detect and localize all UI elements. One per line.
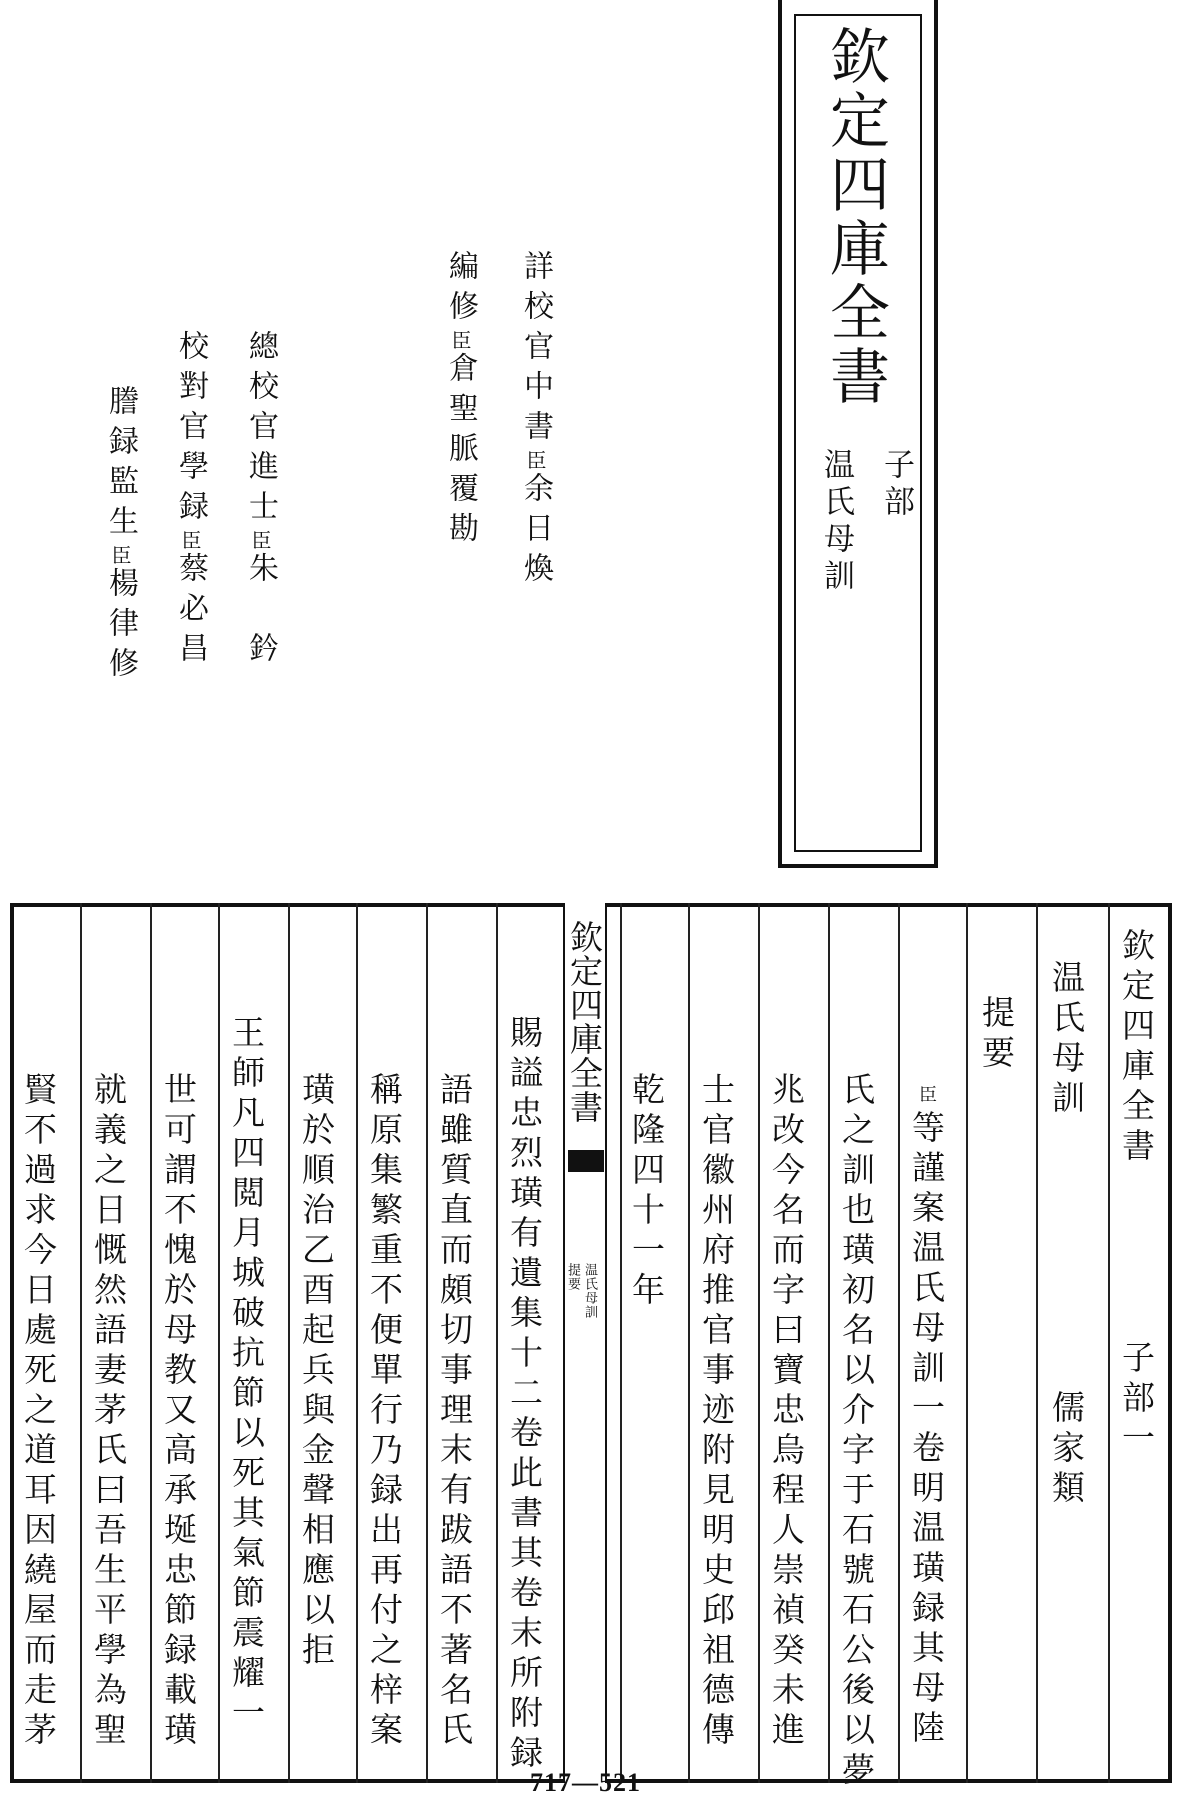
text-line-content: 等謹案温氏母訓一卷明温璜録其母陸 bbox=[907, 1110, 946, 1750]
center-title: 欽定四庫全書 bbox=[565, 920, 604, 1124]
text-line: 璜於順治乙酉起兵與金聲相應以拒 bbox=[297, 1072, 336, 1672]
text-line bbox=[907, 1085, 946, 1750]
text-line: 賜謚忠烈璜有遺集十二卷此書其卷末所附録 bbox=[505, 1015, 544, 1775]
page-header-title: 欽定四庫全書 bbox=[1117, 928, 1156, 1168]
column-rule bbox=[288, 903, 290, 1783]
text-line: 氏之訓也璜初名以介字于石號石公後以夢 bbox=[837, 1072, 876, 1792]
category-label: 儒家類 bbox=[1047, 1390, 1086, 1510]
credit-minister: 臣 bbox=[448, 330, 472, 352]
credit-line bbox=[173, 330, 208, 672]
credit-line bbox=[103, 385, 138, 687]
credit-minister: 臣 bbox=[108, 545, 132, 567]
credit-office: 校對官學録 bbox=[173, 330, 208, 530]
text-line: 稱原集繁重不便單行乃録出再付之梓案 bbox=[365, 1072, 404, 1752]
minister-mark: 臣 bbox=[916, 1085, 937, 1110]
book-label: 温氏母訓 bbox=[818, 448, 854, 596]
fishtail-mark bbox=[568, 1150, 604, 1172]
center-book: 温氏母訓 bbox=[582, 1263, 597, 1319]
column-rule bbox=[1036, 903, 1038, 1783]
column-rule bbox=[218, 903, 220, 1783]
credit-office: 編修 bbox=[443, 250, 478, 330]
credit-line bbox=[243, 330, 278, 672]
column-rule bbox=[688, 903, 690, 1783]
center-section: 提要 bbox=[565, 1263, 580, 1291]
credit-office: 謄録監生 bbox=[103, 385, 138, 545]
abstract-label: 提要 bbox=[977, 995, 1016, 1075]
credit-name: 朱 鈐 bbox=[243, 552, 278, 672]
credit-office: 詳校官中書 bbox=[518, 250, 553, 450]
credit-name: 倉聖脈覆勘 bbox=[443, 352, 478, 552]
main-title: 欽定四庫全書 bbox=[820, 25, 890, 409]
credit-minister: 臣 bbox=[248, 530, 272, 552]
credit-minister: 臣 bbox=[523, 450, 547, 472]
credit-name: 蔡必昌 bbox=[173, 552, 208, 672]
book-title: 温氏母訓 bbox=[1047, 960, 1086, 1120]
column-rule bbox=[150, 903, 152, 1783]
text-line: 語雖質直而頗切事理末有跋語不著名氏 bbox=[435, 1072, 474, 1752]
column-rule bbox=[1108, 903, 1110, 1783]
credit-line bbox=[518, 250, 553, 592]
column-rule bbox=[426, 903, 428, 1783]
credit-name: 余日煥 bbox=[518, 472, 553, 592]
text-line: 世可謂不愧於母教又高承埏忠節録載璜 bbox=[159, 1072, 198, 1752]
column-rule bbox=[758, 903, 760, 1783]
text-line: 士官徽州府推官事迹附見明史邱祖德傳 bbox=[697, 1072, 736, 1752]
text-line: 兆改今名而字曰寶忠烏程人崇禎癸未進 bbox=[767, 1072, 806, 1752]
text-line: 就義之日慨然語妻茅氏曰吾生平學為聖 bbox=[89, 1072, 128, 1752]
column-rule bbox=[620, 903, 622, 1783]
column-rule bbox=[356, 903, 358, 1783]
credit-name: 楊律修 bbox=[103, 567, 138, 687]
text-line: 賢不過求今日處死之道耳因繞屋而走茅 bbox=[19, 1072, 58, 1752]
credit-office: 總校官進士 bbox=[243, 330, 278, 530]
credit-minister: 臣 bbox=[178, 530, 202, 552]
text-line: 王師凡四閲月城破抗節以死其氣節震耀一 bbox=[227, 1015, 266, 1735]
text-line: 乾隆四十一年 bbox=[627, 1072, 666, 1312]
column-rule bbox=[828, 903, 830, 1783]
column-rule bbox=[898, 903, 900, 1783]
section-label: 子部 bbox=[878, 448, 914, 522]
page-header-section: 子部一 bbox=[1117, 1340, 1156, 1460]
credit-line bbox=[443, 250, 478, 552]
column-rule bbox=[966, 903, 968, 1783]
column-rule bbox=[496, 903, 498, 1783]
page-number: 717—521 bbox=[530, 1768, 641, 1797]
column-rule bbox=[80, 903, 82, 1783]
